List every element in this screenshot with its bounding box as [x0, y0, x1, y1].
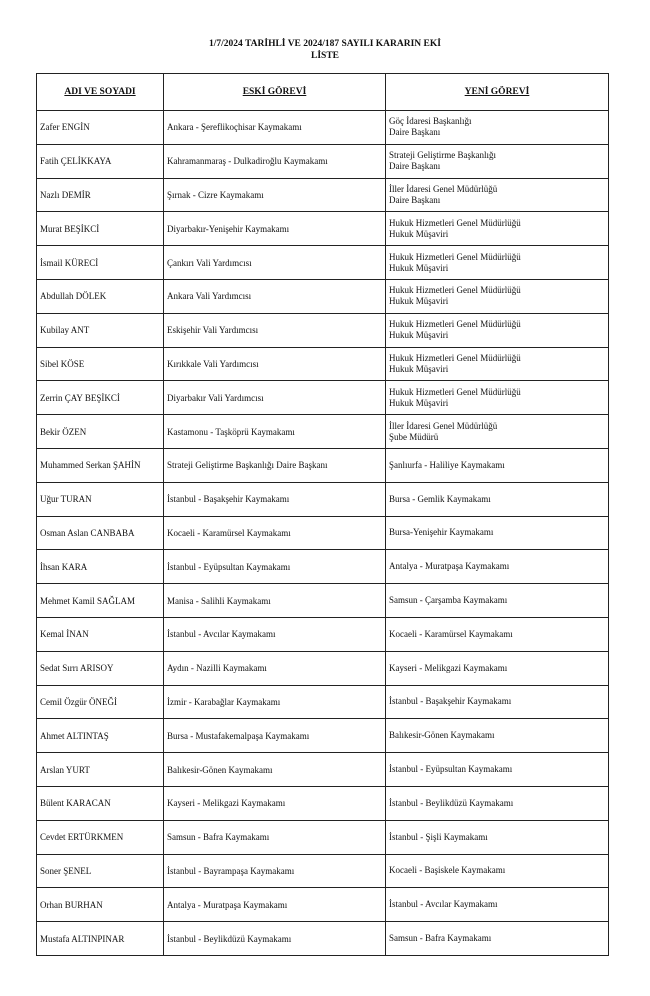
cell-old-position: Balıkesir-Gönen Kaymakamı: [164, 753, 386, 787]
cell-name: Osman Aslan CANBABA: [37, 516, 164, 550]
cell-old-position: İstanbul - Eyüpsultan Kaymakamı: [164, 550, 386, 584]
cell-new-position: [386, 922, 609, 956]
table-row: [37, 786, 609, 820]
cell-old-position: Manisa - Salihli Kaymakamı: [164, 584, 386, 618]
cell-new-position: [386, 415, 609, 449]
cell-name: Sibel KÖSE: [37, 347, 164, 381]
new-position-line: Hukuk Müşaviri: [389, 296, 449, 307]
cell-old-position: Kastamonu - Taşköprü Kaymakamı: [164, 415, 386, 449]
cell-old-position: İstanbul - Bayrampaşa Kaymakamı: [164, 854, 386, 888]
header-name: ADI VE SOYADI: [37, 74, 164, 111]
cell-new-position: [386, 111, 609, 145]
cell-new-position: [386, 584, 609, 618]
cell-name: Cevdet ERTÜRKMEN: [37, 820, 164, 854]
cell-new-position: [386, 279, 609, 313]
header-old-position: ESKİ GÖREVİ: [164, 74, 386, 111]
new-position-line: Daire Başkanı: [389, 161, 441, 172]
document-title: 1/7/2024 TARİHLİ VE 2024/187 SAYILI KARARIN EKİ: [209, 39, 441, 49]
new-position-line: Hukuk Hizmetleri Genel Müdürlüğü: [389, 352, 521, 363]
cell-name: Kemal İNAN: [37, 617, 164, 651]
cell-old-position: İstanbul - Başakşehir Kaymakamı: [164, 482, 386, 516]
cell-old-position: Çankırı Vali Yardımcısı: [164, 246, 386, 280]
new-position-line: Göç İdaresi Başkanlığı: [389, 116, 472, 127]
cell-old-position: İstanbul - Avcılar Kaymakamı: [164, 617, 386, 651]
new-position-line: İstanbul - Eyüpsultan Kaymakamı: [389, 764, 513, 775]
header-new-position: YENİ GÖREVİ: [386, 74, 609, 111]
appointment-table: [36, 73, 609, 956]
cell-name: İhsan KARA: [37, 550, 164, 584]
table-row: [37, 212, 609, 246]
new-position-line: Hukuk Müşaviri: [389, 228, 449, 239]
cell-old-position: Kahramanmaraş - Dulkadiroğlu Kaymakamı: [164, 144, 386, 178]
new-position-line: Daire Başkanı: [389, 127, 441, 138]
new-position-line: Hukuk Müşaviri: [389, 397, 449, 408]
cell-new-position: [386, 888, 609, 922]
cell-old-position: Ankara - Şereflikoçhisar Kaymakamı: [164, 111, 386, 145]
table-row: [37, 550, 609, 584]
cell-name: Murat BEŞİKCİ: [37, 212, 164, 246]
cell-old-position: Samsun - Bafra Kaymakamı: [164, 820, 386, 854]
new-position-line: Kocaeli - Karamürsel Kaymakamı: [389, 628, 513, 639]
new-position-line: Daire Başkanı: [389, 194, 441, 205]
new-position-line: Hukuk Müşaviri: [389, 262, 449, 273]
cell-new-position: [386, 144, 609, 178]
table-row: [37, 347, 609, 381]
new-position-line: İstanbul - Beylikdüzü Kaymakamı: [389, 797, 514, 808]
table-row: [37, 922, 609, 956]
table-body: [37, 111, 609, 956]
new-position-line: İstanbul - Avcılar Kaymakamı: [389, 899, 498, 910]
cell-name: Soner ŞENEL: [37, 854, 164, 888]
new-position-line: Hukuk Hizmetleri Genel Müdürlüğü: [389, 285, 521, 296]
cell-name: Cemil Özgür ÖNEĞİ: [37, 685, 164, 719]
table-row: [37, 246, 609, 280]
cell-new-position: [386, 313, 609, 347]
cell-new-position: [386, 651, 609, 685]
cell-new-position: [386, 516, 609, 550]
cell-name: Muhammed Serkan ŞAHİN: [37, 448, 164, 482]
table-row: [37, 753, 609, 787]
new-position-line: İller İdaresi Genel Müdürlüğü: [389, 183, 498, 194]
cell-new-position: [386, 854, 609, 888]
cell-name: Ahmet ALTINTAŞ: [37, 719, 164, 753]
cell-new-position: [386, 786, 609, 820]
table-row: [37, 144, 609, 178]
cell-old-position: Ankara Vali Yardımcısı: [164, 279, 386, 313]
table-row: [37, 719, 609, 753]
table-header-row: [37, 74, 609, 111]
new-position-line: İstanbul - Başakşehir Kaymakamı: [389, 696, 512, 707]
table-row: [37, 381, 609, 415]
cell-new-position: [386, 685, 609, 719]
new-position-line: Kocaeli - Başiskele Kaymakamı: [389, 865, 506, 876]
cell-new-position: [386, 448, 609, 482]
cell-old-position: Eskişehir Vali Yardımcısı: [164, 313, 386, 347]
cell-name: Fatih ÇELİKKAYA: [37, 144, 164, 178]
new-position-line: Hukuk Hizmetleri Genel Müdürlüğü: [389, 386, 521, 397]
cell-name: Abdullah DÖLEK: [37, 279, 164, 313]
cell-new-position: [386, 550, 609, 584]
cell-name: İsmail KÜRECİ: [37, 246, 164, 280]
cell-name: Uğur TURAN: [37, 482, 164, 516]
cell-name: Mustafa ALTINPINAR: [37, 922, 164, 956]
cell-old-position: Diyarbakır Vali Yardımcısı: [164, 381, 386, 415]
table-row: [37, 415, 609, 449]
new-position-line: Bursa - Gemlik Kaymakamı: [389, 493, 491, 504]
new-position-line: Hukuk Hizmetleri Genel Müdürlüğü: [389, 251, 521, 262]
table-row: [37, 854, 609, 888]
cell-name: Orhan BURHAN: [37, 888, 164, 922]
cell-new-position: [386, 246, 609, 280]
cell-new-position: [386, 820, 609, 854]
table-row: [37, 516, 609, 550]
new-position-line: Şanlıurfa - Haliliye Kaymakamı: [389, 459, 505, 470]
cell-new-position: [386, 347, 609, 381]
cell-name: Bülent KARACAN: [37, 786, 164, 820]
table-row: [37, 584, 609, 618]
cell-old-position: Kocaeli - Karamürsel Kaymakamı: [164, 516, 386, 550]
new-position-line: Şube Müdürü: [389, 431, 439, 442]
table-row: [37, 482, 609, 516]
document-header: [0, 38, 650, 62]
new-position-line: Hukuk Hizmetleri Genel Müdürlüğü: [389, 217, 521, 228]
new-position-line: Strateji Geliştirme Başkanlığı: [389, 150, 496, 161]
cell-new-position: [386, 719, 609, 753]
table-row: [37, 279, 609, 313]
new-position-line: Samsun - Bafra Kaymakamı: [389, 933, 492, 944]
cell-old-position: İstanbul - Beylikdüzü Kaymakamı: [164, 922, 386, 956]
cell-old-position: İzmir - Karabağlar Kaymakamı: [164, 685, 386, 719]
cell-name: Kubilay ANT: [37, 313, 164, 347]
cell-name: Zafer ENGİN: [37, 111, 164, 145]
document-subtitle: LİSTE: [311, 51, 339, 61]
cell-old-position: Diyarbakır-Yenişehir Kaymakamı: [164, 212, 386, 246]
cell-new-position: [386, 482, 609, 516]
table-row: [37, 617, 609, 651]
table-row: [37, 685, 609, 719]
new-position-line: Antalya - Muratpaşa Kaymakamı: [389, 561, 510, 572]
cell-new-position: [386, 178, 609, 212]
cell-old-position: Antalya - Muratpaşa Kaymakamı: [164, 888, 386, 922]
cell-new-position: [386, 617, 609, 651]
table-row: [37, 111, 609, 145]
table-row: [37, 178, 609, 212]
table-row: [37, 651, 609, 685]
new-position-line: Samsun - Çarşamba Kaymakamı: [389, 595, 508, 606]
cell-old-position: Strateji Geliştirme Başkanlığı Daire Başkanı: [164, 448, 386, 482]
table-row: [37, 313, 609, 347]
cell-name: Mehmet Kamil SAĞLAM: [37, 584, 164, 618]
cell-name: Arslan YURT: [37, 753, 164, 787]
new-position-line: Hukuk Müşaviri: [389, 330, 449, 341]
new-position-line: Hukuk Müşaviri: [389, 363, 449, 374]
cell-old-position: Kayseri - Melikgazi Kaymakamı: [164, 786, 386, 820]
cell-new-position: [386, 212, 609, 246]
new-position-line: Balıkesir-Gönen Kaymakamı: [389, 730, 495, 741]
cell-old-position: Aydın - Nazilli Kaymakamı: [164, 651, 386, 685]
new-position-line: İstanbul - Şişli Kaymakamı: [389, 831, 488, 842]
new-position-line: İller İdaresi Genel Müdürlüğü: [389, 420, 498, 431]
table-row: [37, 448, 609, 482]
cell-old-position: Bursa - Mustafakemalpaşa Kaymakamı: [164, 719, 386, 753]
cell-old-position: Şırnak - Cizre Kaymakamı: [164, 178, 386, 212]
cell-name: Bekir ÖZEN: [37, 415, 164, 449]
cell-name: Zerrin ÇAY BEŞİKCİ: [37, 381, 164, 415]
cell-new-position: [386, 381, 609, 415]
table-row: [37, 820, 609, 854]
cell-old-position: Kırıkkale Vali Yardımcısı: [164, 347, 386, 381]
new-position-line: Hukuk Hizmetleri Genel Müdürlüğü: [389, 319, 521, 330]
cell-name: Nazlı DEMİR: [37, 178, 164, 212]
cell-new-position: [386, 753, 609, 787]
cell-name: Sedat Sırrı ARISOY: [37, 651, 164, 685]
new-position-line: Kayseri - Melikgazi Kaymakamı: [389, 662, 508, 673]
table-header: [37, 74, 609, 111]
table-row: [37, 888, 609, 922]
new-position-line: Bursa-Yenişehir Kaymakamı: [389, 527, 494, 538]
